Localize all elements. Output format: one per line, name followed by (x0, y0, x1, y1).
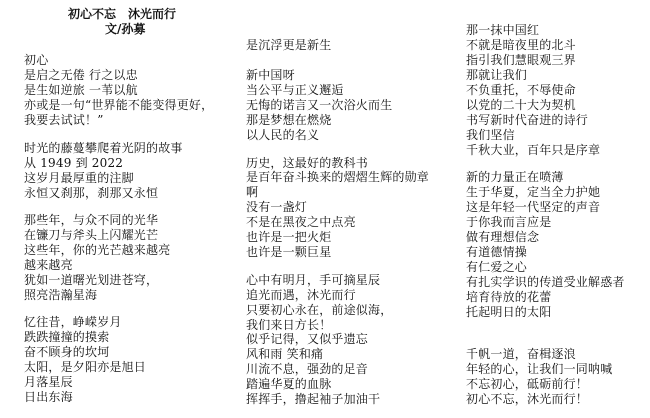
poem-line: 从 1949 到 2022 (24, 156, 124, 170)
poem-line: 初心 (24, 53, 49, 67)
poem-line: 不忘初心，砥砺前行！ (466, 377, 589, 391)
poem-line: 也许是一把火炬 (246, 230, 332, 244)
poem-line: 不就是暗夜里的北斗 (466, 38, 576, 52)
poem-line: 忆往昔，峥嵘岁月 (24, 315, 122, 329)
poem-line: 跌跌撞撞的摸索 (24, 330, 110, 344)
poem-line: 千帆一道，奋楫逐浪 (466, 347, 576, 361)
poem-line: 挥挥手，撸起袖子加油干 (246, 392, 381, 406)
poem-line: 年轻的心，让我们一同呐喊 (466, 362, 613, 376)
poem-line: 犹如一道曙光划进苍穹， (24, 273, 159, 287)
poem-author: 文/孙募 (105, 22, 146, 36)
poem-line: 是启之无倦 行之以忠 (24, 68, 138, 82)
poem-line: 历史，这最好的教科书 (246, 156, 369, 170)
poem-line: 千秋大业，百年只是序章 (466, 143, 601, 157)
poem-title: 初心不忘 沐光而行 (68, 7, 177, 21)
poem-line: 时光的藤蔓攀爬着光阴的故事 (24, 141, 183, 155)
poem-line: 风和雨 笑和痛 (246, 347, 324, 361)
poem-line: 于你我而言应是 (466, 215, 552, 229)
poem-line: 月落星辰 (24, 375, 73, 389)
poem-line: 不负重托，不辱使命 (466, 83, 576, 97)
poem-line: 新中国呀 (246, 68, 295, 82)
poem-line: 越来越亮 (24, 258, 73, 272)
poem-line: 踏遍华夏的血脉 (246, 377, 332, 391)
poem-line: 是百年奋斗换来的熠熠生辉的勋章 (246, 170, 430, 184)
poem-line: 有仁爱之心 (466, 260, 528, 274)
poem-line: 做有理想信念 (466, 230, 540, 244)
poem-line: 照亮浩瀚星海 (24, 288, 98, 302)
poem-line: 这是年轻一代坚定的声音 (466, 200, 601, 214)
poem-line: 追光而遇，沐光而行 (246, 288, 356, 302)
poem-line: 以人民的名义 (246, 128, 320, 142)
poem-line: 只要初心永在，前途似海， (246, 303, 393, 317)
poem-line: 永恒又刹那，刹那又永恒 (24, 186, 159, 200)
poem-line: 在镰刀与斧头上闪耀光芒 (24, 228, 159, 242)
poem-line: 也许是一颗巨星 (246, 245, 332, 259)
poem-line: 生于华夏，定当全力护她 (466, 185, 601, 199)
poem-line: 有道德情操 (466, 245, 528, 259)
poem-line: 指引我们慧眼观三界 (466, 53, 576, 67)
poem-line: 新的力量正在喷薄 (466, 170, 564, 184)
poem-line: 心中有明月，手可摘星辰 (246, 273, 381, 287)
poem-line: 我们坚信 (466, 128, 515, 142)
poem-line: 不是在黑夜之中点亮 (246, 215, 356, 229)
poem-line: 是沉浮更是新生 (246, 38, 332, 52)
poem-line: 初心不忘，沐光而行！ (466, 392, 589, 406)
poem-line: 那些年，与众不同的光华 (24, 213, 159, 227)
poem-line: 有扎实学识的传道受业解惑者 (466, 275, 625, 289)
poem-line: 这岁月最厚重的注脚 (24, 171, 134, 185)
poem-line: 太阳，是夕阳亦是旭日 (24, 360, 147, 374)
poem-line: 是生如逆旅 一苇以航 (24, 83, 138, 97)
poem-line: 川流不息，强劲的足音 (246, 362, 369, 376)
poem-line: 无悔的诺言又一次浴火而生 (246, 98, 393, 112)
poem-line: 这些年，你的光芒越来越亮 (24, 243, 171, 257)
poem-line: 那是梦想在燃烧 (246, 113, 332, 127)
poem-line: 当公平与正义邂逅 (246, 83, 344, 97)
poem-line: 培育待放的花蕾 (466, 290, 552, 304)
poem-line: 那一抹中国红 (466, 23, 540, 37)
poem-line: 奋不顾身的坎坷 (24, 345, 110, 359)
poem-line: 以党的二十大为契机 (466, 98, 576, 112)
poem-line: 没有一盏灯 (246, 200, 308, 214)
poem-line: 啊 (246, 185, 259, 199)
poem-line: 书写新时代奋进的诗行 (466, 113, 589, 127)
poem-line: 那就让我们 (466, 68, 528, 82)
poem-line: 托起明日的太阳 (466, 305, 552, 319)
poem-line: 日出东海 (24, 390, 73, 404)
poem-line: 亦或是一句“世界能不能变得更好， (24, 98, 214, 112)
poem-line: 似乎记得，又似乎遗忘 (246, 332, 369, 346)
poem-line: 我要去试试！” (24, 113, 104, 127)
poem-line: 我们来日方长！ (246, 318, 332, 332)
